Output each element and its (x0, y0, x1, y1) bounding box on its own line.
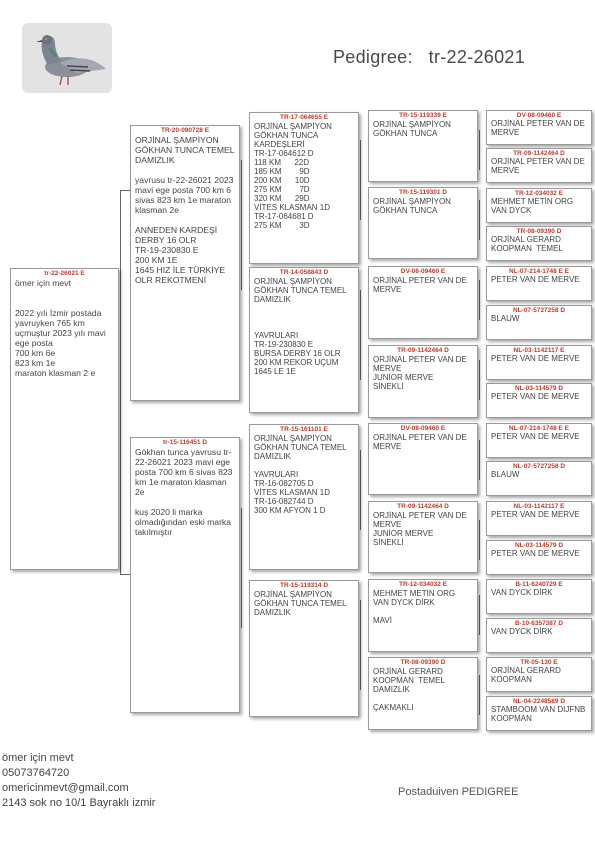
ring-number: TR-15-119339 E (399, 112, 447, 119)
ancestor-notes: ORJİNAL GERARD KOOPMAN TEMEL DAMIZLIK ÇAKMAKLI (373, 667, 445, 712)
ring-number: TR-12-034032 E (514, 190, 564, 197)
connector (479, 130, 480, 170)
ring-number: TR-12-034032 E (398, 581, 448, 588)
ancestor-notes: ORJİNAL ŞAMPİYON GÖKHAN TUNCA (373, 197, 454, 215)
ring-number: NL-07-214-1748 E E (509, 425, 569, 432)
connector (479, 520, 480, 560)
grandparent-notes: ORJİNAL ŞAMPİYON GÖKHAN TUNCA TEMEL DAMIZLIK YAVRULARI TR-19-230830 E BURSA DERBY 16 OLR 200 KM REKOR UÇUM 1645 LE 1E (254, 277, 347, 376)
ring-number: NL-04-2248589 D (512, 698, 566, 705)
ancestor-box (486, 226, 592, 261)
ring-number: TR-15-119314 D (279, 582, 329, 589)
ancestor-notes: ORJİNAL PETER VAN DE MERVE (373, 433, 470, 451)
great-grandparent-box (368, 423, 478, 495)
ancestor-box (486, 188, 592, 223)
ring-number: NL-07-214-1748 E E (509, 268, 569, 275)
ancestor-notes: ORJİNAL PETER VAN DE MERVE (491, 157, 588, 175)
ancestor-notes: ORJİNAL GERARD KOOPMAN TEMEL (491, 235, 564, 253)
ancestor-notes: ORJİNAL PETER VAN DE MERVE (491, 119, 588, 137)
subject-notes: ömer için mevt 2022 yılı İzmir postada yavruyken 765 km uçmuştur 2023 yılı mavi ege posta 700 km 6e 823 km 1e maraton klasman 2 e (15, 278, 106, 378)
connector (479, 360, 480, 400)
ancestor-notes: ORJİNAL PETER VAN DE MERVE JUNİOR MERVE SİNEKLİ (373, 355, 467, 391)
ancestor-box (486, 657, 592, 692)
granddam-sire-side (249, 267, 359, 413)
connector (241, 160, 242, 290)
ancestor-notes: ORJİNAL PETER VAN DE MERVE JUNİOR MERVE SİNEKLİ (373, 511, 467, 547)
pigeon-logo (22, 23, 112, 93)
grandparent-notes: ORJİNAL ŞAMPİYON GÖKHAN TUNCA KARDEŞLERİ TR-17-064612 D 118 KM 22D 185 KM 9D 200 KM 10D 275 KM 7D 320 KM 29D VİTES KLASMAN 1D TR-17-064681 D 275 KM 3D (254, 122, 332, 230)
connector (360, 450, 361, 530)
connector (360, 600, 361, 690)
connector (360, 140, 361, 220)
ancestor-box (486, 461, 592, 496)
ring-number: TR-15-161101 E (280, 426, 328, 433)
ancestor-box (486, 383, 592, 418)
grandsire-dam-side (249, 424, 359, 570)
great-grandparent-box (368, 266, 478, 339)
connector (479, 595, 480, 635)
connector (120, 190, 130, 191)
connector (241, 508, 242, 628)
subject-box (10, 268, 119, 570)
connector (479, 200, 480, 240)
connector (479, 675, 480, 715)
connector (479, 440, 480, 480)
pigeon-icon (22, 23, 112, 93)
ancestor-notes: VAN DYCK DİRK (491, 588, 553, 597)
grandsire-sire-side (249, 112, 359, 264)
ancestor-box (486, 618, 592, 653)
ring-number: B-10-6357387 D (514, 620, 564, 627)
ring-number: TR-20-090728 E (160, 127, 210, 134)
ancestor-box (486, 540, 592, 575)
ring-number: TR-09-1142464 D (397, 347, 449, 354)
ancestor-notes: PETER VAN DE MERVE (491, 432, 580, 441)
sire-box (130, 125, 240, 401)
ancestor-notes: VAN DYCK DİRK (491, 627, 553, 636)
ancestor-box (486, 501, 592, 536)
ancestor-notes: ORJİNAL PETER VAN DE MERVE (373, 276, 470, 294)
ancestor-box (486, 579, 592, 614)
ancestor-notes: PETER VAN DE MERVE (491, 510, 580, 519)
ring-number: TR-08-09390 D (516, 228, 562, 235)
ring-number: DV-08-09460 E (516, 112, 562, 119)
ring-number: TR-09-1142464 D (397, 503, 449, 510)
ancestor-box (486, 110, 592, 145)
sire-notes: ORJİNAL ŞAMPİYON GÖKHAN TUNCA TEMEL DAMIZLIK yavrusu tr-22-26021 2023 mavi ege posta 700 km 6 sivas 823 km 1e maraton klasman 2e ANNEDEN KARDEŞİ DERBY 16 OLR TR-19-230830 E 200 KM 1E 1645 HIZ İLE TÜRKİYE OLR REKOTMENİ (135, 135, 235, 285)
dam-notes: Gökhan tunca yavrusu tr-22-26021 2023 mavi ege posta 700 km 6 sivas 823 km 1e maraton klasman 2e kuş 2020 li marka olmadığından eski marka takılmıştır (135, 447, 233, 537)
great-grandparent-box (368, 187, 478, 259)
ring-number: DV-08-09460 E (400, 268, 446, 275)
ancestor-notes: ORJİNAL GERARD KOOPMAN (491, 666, 564, 684)
great-grandparent-box (368, 110, 478, 182)
grandparent-notes: ORJİNAL ŞAMPİYON GÖKHAN TUNCA TEMEL DAMIZLIK YAVRULARI TR-16-082705 D VİTES KLASMAN 1D TR-16-082744 D 300 KM AFYON 1 D (254, 434, 347, 515)
ancestor-notes: MEHMET METİN ORG VAN DYCK (491, 197, 576, 215)
connector (120, 574, 130, 575)
connector (360, 290, 361, 380)
ring-number: tr-22-26021 E (44, 270, 85, 277)
ancestor-notes: PETER VAN DE MERVE (491, 275, 580, 284)
page-title (333, 47, 525, 68)
ring-number: TR-17-064655 E (279, 114, 329, 121)
ancestor-notes: PETER VAN DE MERVE (491, 354, 580, 363)
great-grandparent-box (368, 657, 478, 730)
ancestor-box (486, 696, 592, 731)
grandparent-notes: ORJİNAL ŞAMPİYON GÖKHAN TUNCA TEMEL DAMIZLIK (254, 590, 349, 617)
ancestor-notes: ORJİNAL ŞAMPİYON GÖKHAN TUNCA (373, 120, 454, 138)
ring-number: NL-03-1142117 E (513, 347, 565, 354)
dam-box (130, 437, 240, 713)
ancestor-notes: PETER VAN DE MERVE (491, 549, 580, 558)
ring-number: NL-07-5727258 D (512, 307, 566, 314)
connector (120, 190, 121, 574)
ring-number: TR-15-119301 D (398, 189, 448, 196)
ring-number: NL-03-114579 D (514, 385, 564, 392)
brand-label: Postaduiven PEDIGREE (398, 786, 519, 798)
ring-number: TR-14-058843 D (279, 269, 329, 276)
great-grandparent-box (368, 501, 478, 573)
contact-info: ömer için mevt 05073764720 omericinmevt@gmail.com 2143 sok no 10/1 Bayraklı izmir (2, 752, 156, 809)
ancestor-notes: BLAUW (491, 470, 520, 479)
ring-number: TR-08-09390 D (400, 659, 446, 666)
ring-number: NL-07-5727258 D (512, 463, 566, 470)
ancestor-box (486, 148, 592, 183)
ancestor-box (486, 266, 592, 301)
ring-number: NL-03-114579 D (514, 542, 564, 549)
pedigree-ring: tr-22-26021 (428, 47, 526, 67)
ancestor-box (486, 423, 592, 458)
ancestor-notes: BLAUW (491, 314, 520, 323)
ring-number: TR-09-1142464 D (513, 150, 565, 157)
ring-number: DV-08-09460 E (400, 425, 446, 432)
ancestor-notes: STAMBOOM VAN DIJFNB KOOPMAN (491, 705, 588, 723)
great-grandparent-box (368, 579, 478, 652)
ancestor-box (486, 345, 592, 380)
pedigree-label: Pedigree: (333, 47, 413, 67)
ancestor-notes: MEHMET METİN ORG VAN DYCK DİRK MAVİ (373, 589, 456, 625)
granddam-dam-side (249, 580, 359, 717)
ancestor-notes: PETER VAN DE MERVE (491, 392, 580, 401)
ring-number: tr-15-116451 D (162, 439, 208, 446)
ring-number: NL-03-1142117 E (513, 503, 565, 510)
ring-number: B-11-6240729 E (515, 581, 563, 588)
ancestor-box (486, 305, 592, 340)
ring-number: TR-05-130 E (520, 659, 558, 666)
connector (479, 280, 480, 320)
great-grandparent-box (368, 345, 478, 418)
